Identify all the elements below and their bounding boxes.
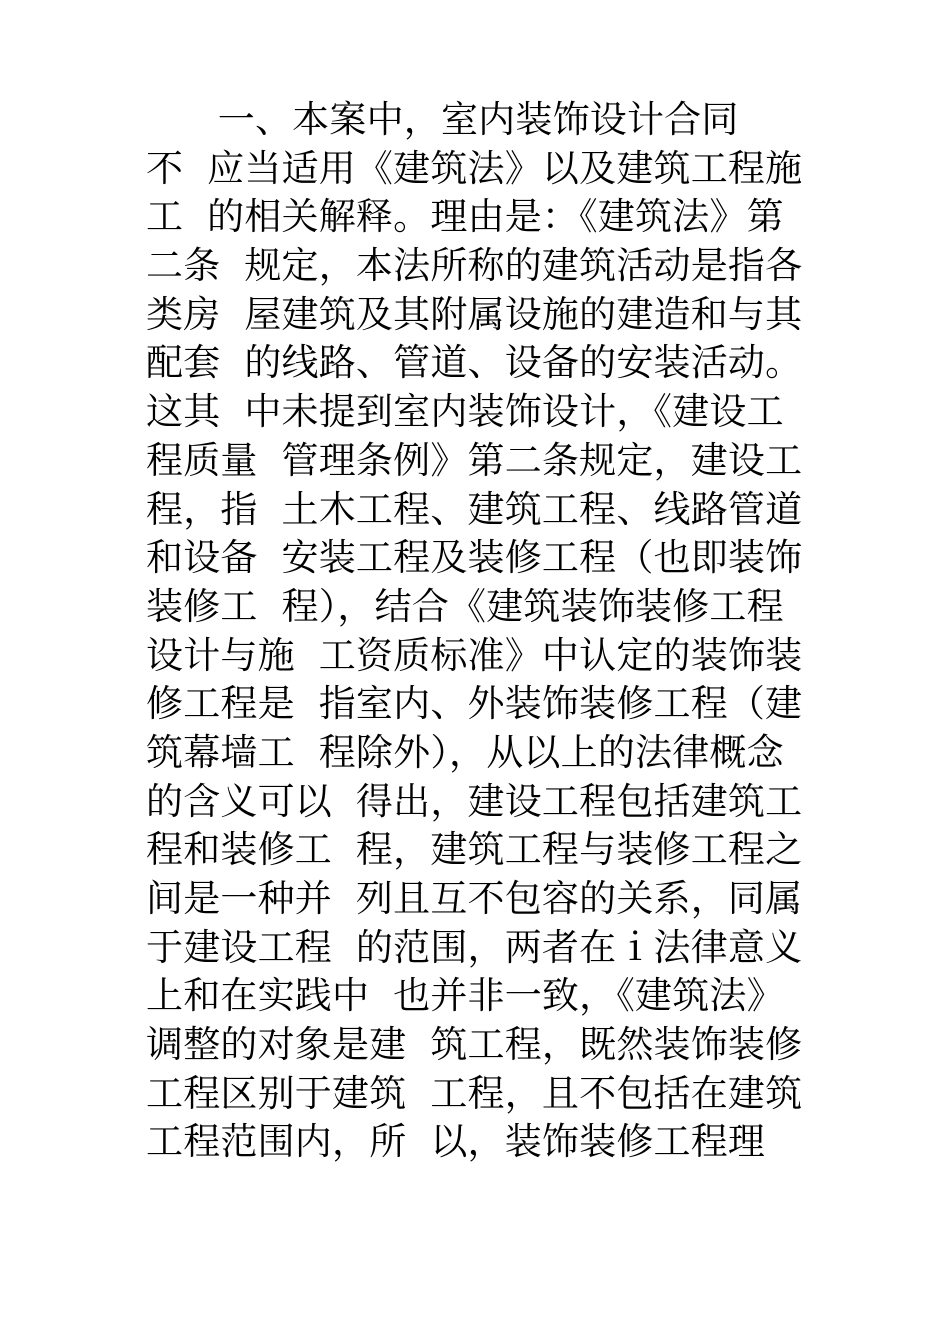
text-line: 一、本案中，室内装饰设计合同 — [146, 98, 739, 141]
text-line: 和设备 安装工程及装修工程（也即装饰 — [146, 536, 803, 580]
text-line: 的含义可以 得出，建设工程包括建筑工 — [146, 779, 803, 823]
text-line: 工程范围内，所 以，装饰装修工程理 — [146, 1120, 766, 1164]
text-line: 程，指 土木工程、建筑工程、线路管道 — [146, 487, 803, 531]
text-line: 程质量 管理条例》第二条规定，建设工 — [146, 438, 803, 482]
text-line: 配套 的线路、管道、设备的安装活动。 — [146, 341, 803, 385]
body-paragraph — [146, 96, 826, 1167]
text-line: 设计与施 工资质标准》中认定的装饰装 — [146, 633, 803, 677]
text-line: 上和在实践中 也并非一致，《建筑法》 — [146, 974, 784, 1018]
text-line: 程和装修工 程，建筑工程与装修工程之 — [146, 828, 803, 872]
text-line: 工程区别于建筑 工程，且不包括在建筑 — [146, 1071, 803, 1115]
text-line: 调整的对象是建 筑工程，既然装饰装修 — [146, 1023, 803, 1067]
text-line: 这其 中未提到室内装饰设计，《建设工 — [146, 390, 784, 434]
text-line: 不 应当适用《建筑法》以及建筑工程施 — [146, 146, 803, 190]
text-line: 工 的相关解释。理由是：《建筑法》第 — [146, 195, 784, 239]
text-line: 类房 屋建筑及其附属设施的建造和与其 — [146, 292, 803, 336]
text-line: 于建设工程 的范围，两者在ｉ法律意义 — [146, 925, 803, 969]
text-line: 装修工 程），结合《建筑装饰装修工程 — [146, 584, 784, 628]
text-line: 二条 规定，本法所称的建筑活动是指各 — [146, 244, 803, 288]
text-line: 修工程是 指室内、外装饰装修工程（建 — [146, 682, 803, 726]
text-line: 筑幕墙工 程除外），从以上的法律概念 — [146, 730, 784, 774]
text-line: 间是一种并 列且互不包容的关系，同属 — [146, 877, 803, 920]
